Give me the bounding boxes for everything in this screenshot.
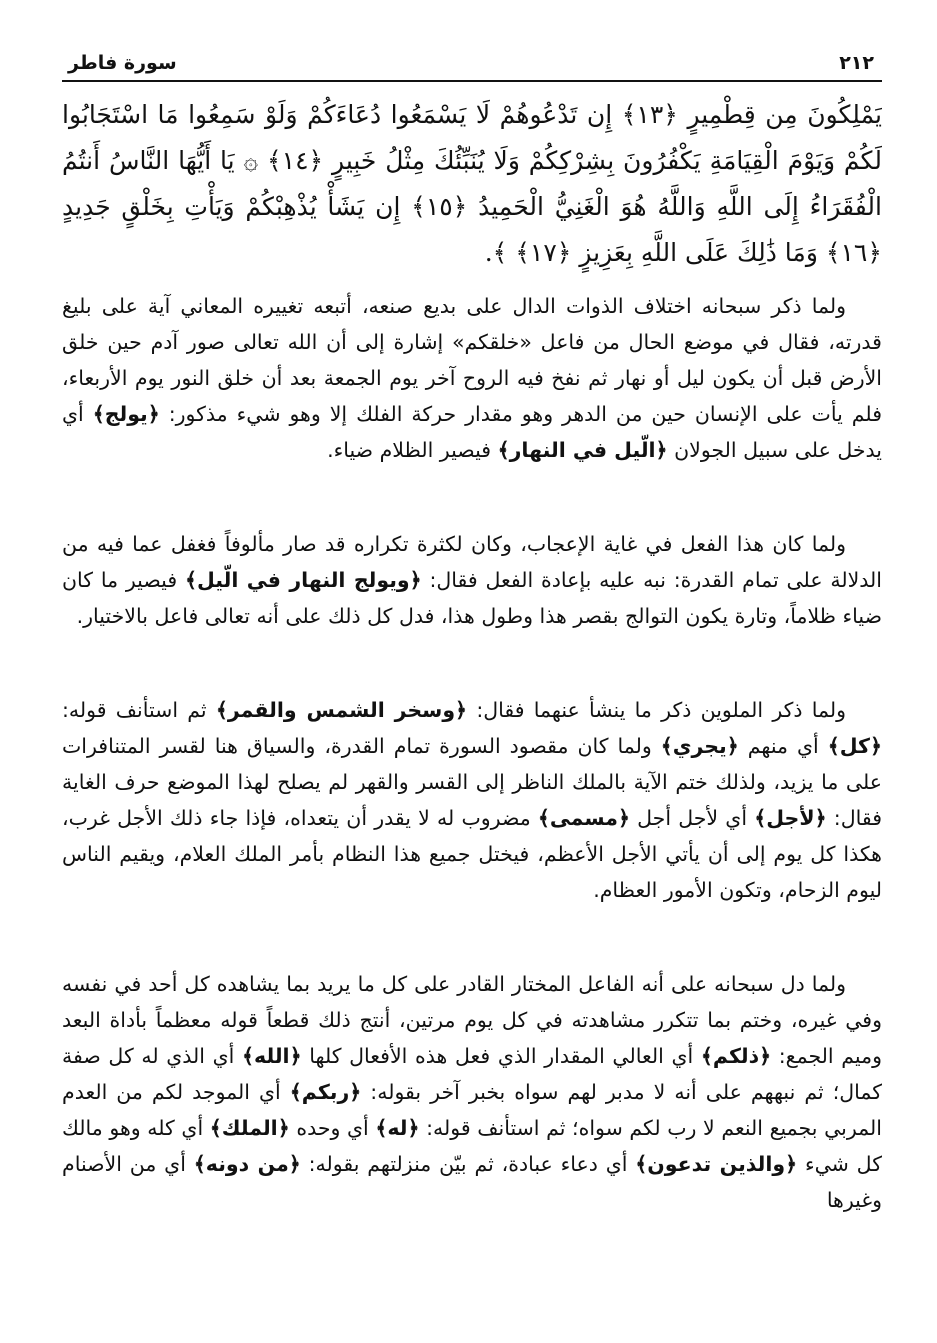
commentary-paragraph: ولما ذكر الملوين ذكر ما ينشأ عنهما فقال: ﴿وسخر الشمس والقمر﴾ ثم استأنف قوله: ﴿كل﴾ أي منهم ﴿يجري﴾ ولما كان مقصود السورة تمام القدرة، والسياق هنا لقسر المتنافرات على ما يزيد، ولذلك ختم الآية بالملك الناظر إلى القسر والقهر لم يصلح لهذا الموضع حرف الغاية فقال: ﴿لأجل﴾ أي لأجل أجل ﴿مسمى﴾ مضروب له لا يقدر أن يتعداه، فإذا جاء ذلك الأجل غرب، هكذا كل يوم إلى أن يأتي الأجل الأعظم، فيختل جميع هذا النظام بأمر الملك العلام، ويقيم الناس ليوم الزحام، وتكون الأمور العظام.	[62, 698, 882, 902]
quoted-verse: ﴿يولج﴾	[92, 402, 160, 426]
page-header	[62, 48, 882, 82]
commentary-paragraph: ولما كان هذا الفعل في غاية الإعجاب، وكان لكثرة تكراره قد صار مألوفاً فغفل عما فيه من الدلالة على تمام القدرة: نبه عليه بإعادة الفعل فقال: ﴿ويولج النهار في الّيل﴾ فيصير ما كان ضياء ظلاماً، وتارة يكون التوالج بقصر هذا وطول هذا، فدل كل ذلك على أنه تعالى فاعل بالاختيار.	[62, 532, 882, 628]
quoted-verse: ﴿والذين تدعون﴾	[635, 1152, 798, 1176]
quoted-verse: ﴿يجري﴾	[660, 734, 739, 758]
quoted-verse: ﴿ذلكم﴾	[700, 1044, 772, 1068]
quoted-verse: ﴿مسمى﴾	[537, 806, 630, 830]
quoted-verse: ﴿الله﴾	[242, 1044, 302, 1068]
quoted-verse: ﴿الملك﴾	[209, 1116, 290, 1140]
quoted-verse: ﴿ويولج النهار في الّيل﴾	[184, 568, 422, 592]
quoted-verse: ﴿ربكم﴾	[289, 1080, 362, 1104]
quoted-verse: ﴿الّيل في النهار﴾	[497, 438, 668, 462]
page-number: ٢١٢	[839, 52, 874, 74]
quoted-verse: ﴿من دونه﴾	[193, 1152, 301, 1176]
quoted-verse: ﴿لأجل﴾	[754, 806, 827, 830]
surah-title: سورة فاطر	[68, 52, 177, 74]
commentary-paragraph: ولما دل سبحانه على أنه الفاعل المختار القادر على كل ما يريد بما يشاهده كل أحد في نفسه وفي غيره، وختم بما تتكرر مشاهدته في كل يوم مرتين، أنتج ذلك قطعاً قوله معظماً بأداة البعد وميم الجمع: ﴿ذلكم﴾ أي العالي المقدار الذي فعل هذه الأفعال كلها ﴿الله﴾ أي الذي له كل صفة كمال؛ ثم نبههم على أنه لا مدبر لهم سواه بخبر آخر بقوله: ﴿ربكم﴾ أي الموجد لكم من العدم المربي بجميع النعم لا رب لكم سواه؛ ثم استأنف قوله: ﴿له﴾ أي وحده ﴿الملك﴾ أي كله وهو مالك كل شيء ﴿والذين تدعون﴾ أي دعاء عبادة، ثم بيّن منزلتهم بقوله: ﴿من دونه﴾ أي من الأصنام وغيرها	[62, 972, 882, 1212]
quoted-verse: ﴿كل﴾	[827, 734, 882, 758]
quran-verses: يَمْلِكُونَ مِن قِطْمِيرٍ ﴿١٣﴾ إِن تَدْعُوهُمْ لَا يَسْمَعُوا دُعَاءَكُمْ وَلَوْ سَمِعُوا مَا اسْتَجَابُوا لَكُمْ وَيَوْمَ الْقِيَامَةِ يَكْفُرُونَ بِشِرْكِكُمْ وَلَا يُنَبِّئُكَ مِثْلُ خَبِيرٍ ﴿١٤﴾ ۞ يَا أَيُّهَا النَّاسُ أَنتُمُ الْفُقَرَاءُ إِلَى اللَّهِ وَاللَّهُ هُوَ الْغَنِيُّ الْحَمِيدُ ﴿١٥﴾ إِن يَشَأْ يُذْهِبْكُمْ وَيَأْتِ بِخَلْقٍ جَدِيدٍ ﴿١٦﴾ وَمَا ذَٰلِكَ عَلَى اللَّهِ بِعَزِيزٍ ﴿١٧﴾ ﴾.	[62, 100, 882, 267]
quoted-verse: ﴿له﴾	[375, 1116, 420, 1140]
book-page	[62, 48, 882, 1218]
commentary-paragraph: ولما ذكر سبحانه اختلاف الذوات الدال على بديع صنعه، أتبعه تغييره المعاني آية على بليغ قدرته، فقال في موضع الحال من فاعل «خلقكم» إشارة إلى أن الله تعالى صور آدم حين خلق الأرض قبل أن يكون ليل أو نهار ثم نفخ فيه الروح آخر يوم الجمعة بعد أن خلق النور يوم الأربعاء، فلم يأت على الإنسان حين من الدهر وهو مقدار حركة الفلك إلا وهو شيء مذكور: ﴿يولج﴾ أي يدخل على سبيل الجولان ﴿الّيل في النهار﴾ فيصير الظلام ضياء.	[62, 294, 882, 462]
quoted-verse: ﴿وسخر الشمس والقمر﴾	[215, 698, 468, 722]
